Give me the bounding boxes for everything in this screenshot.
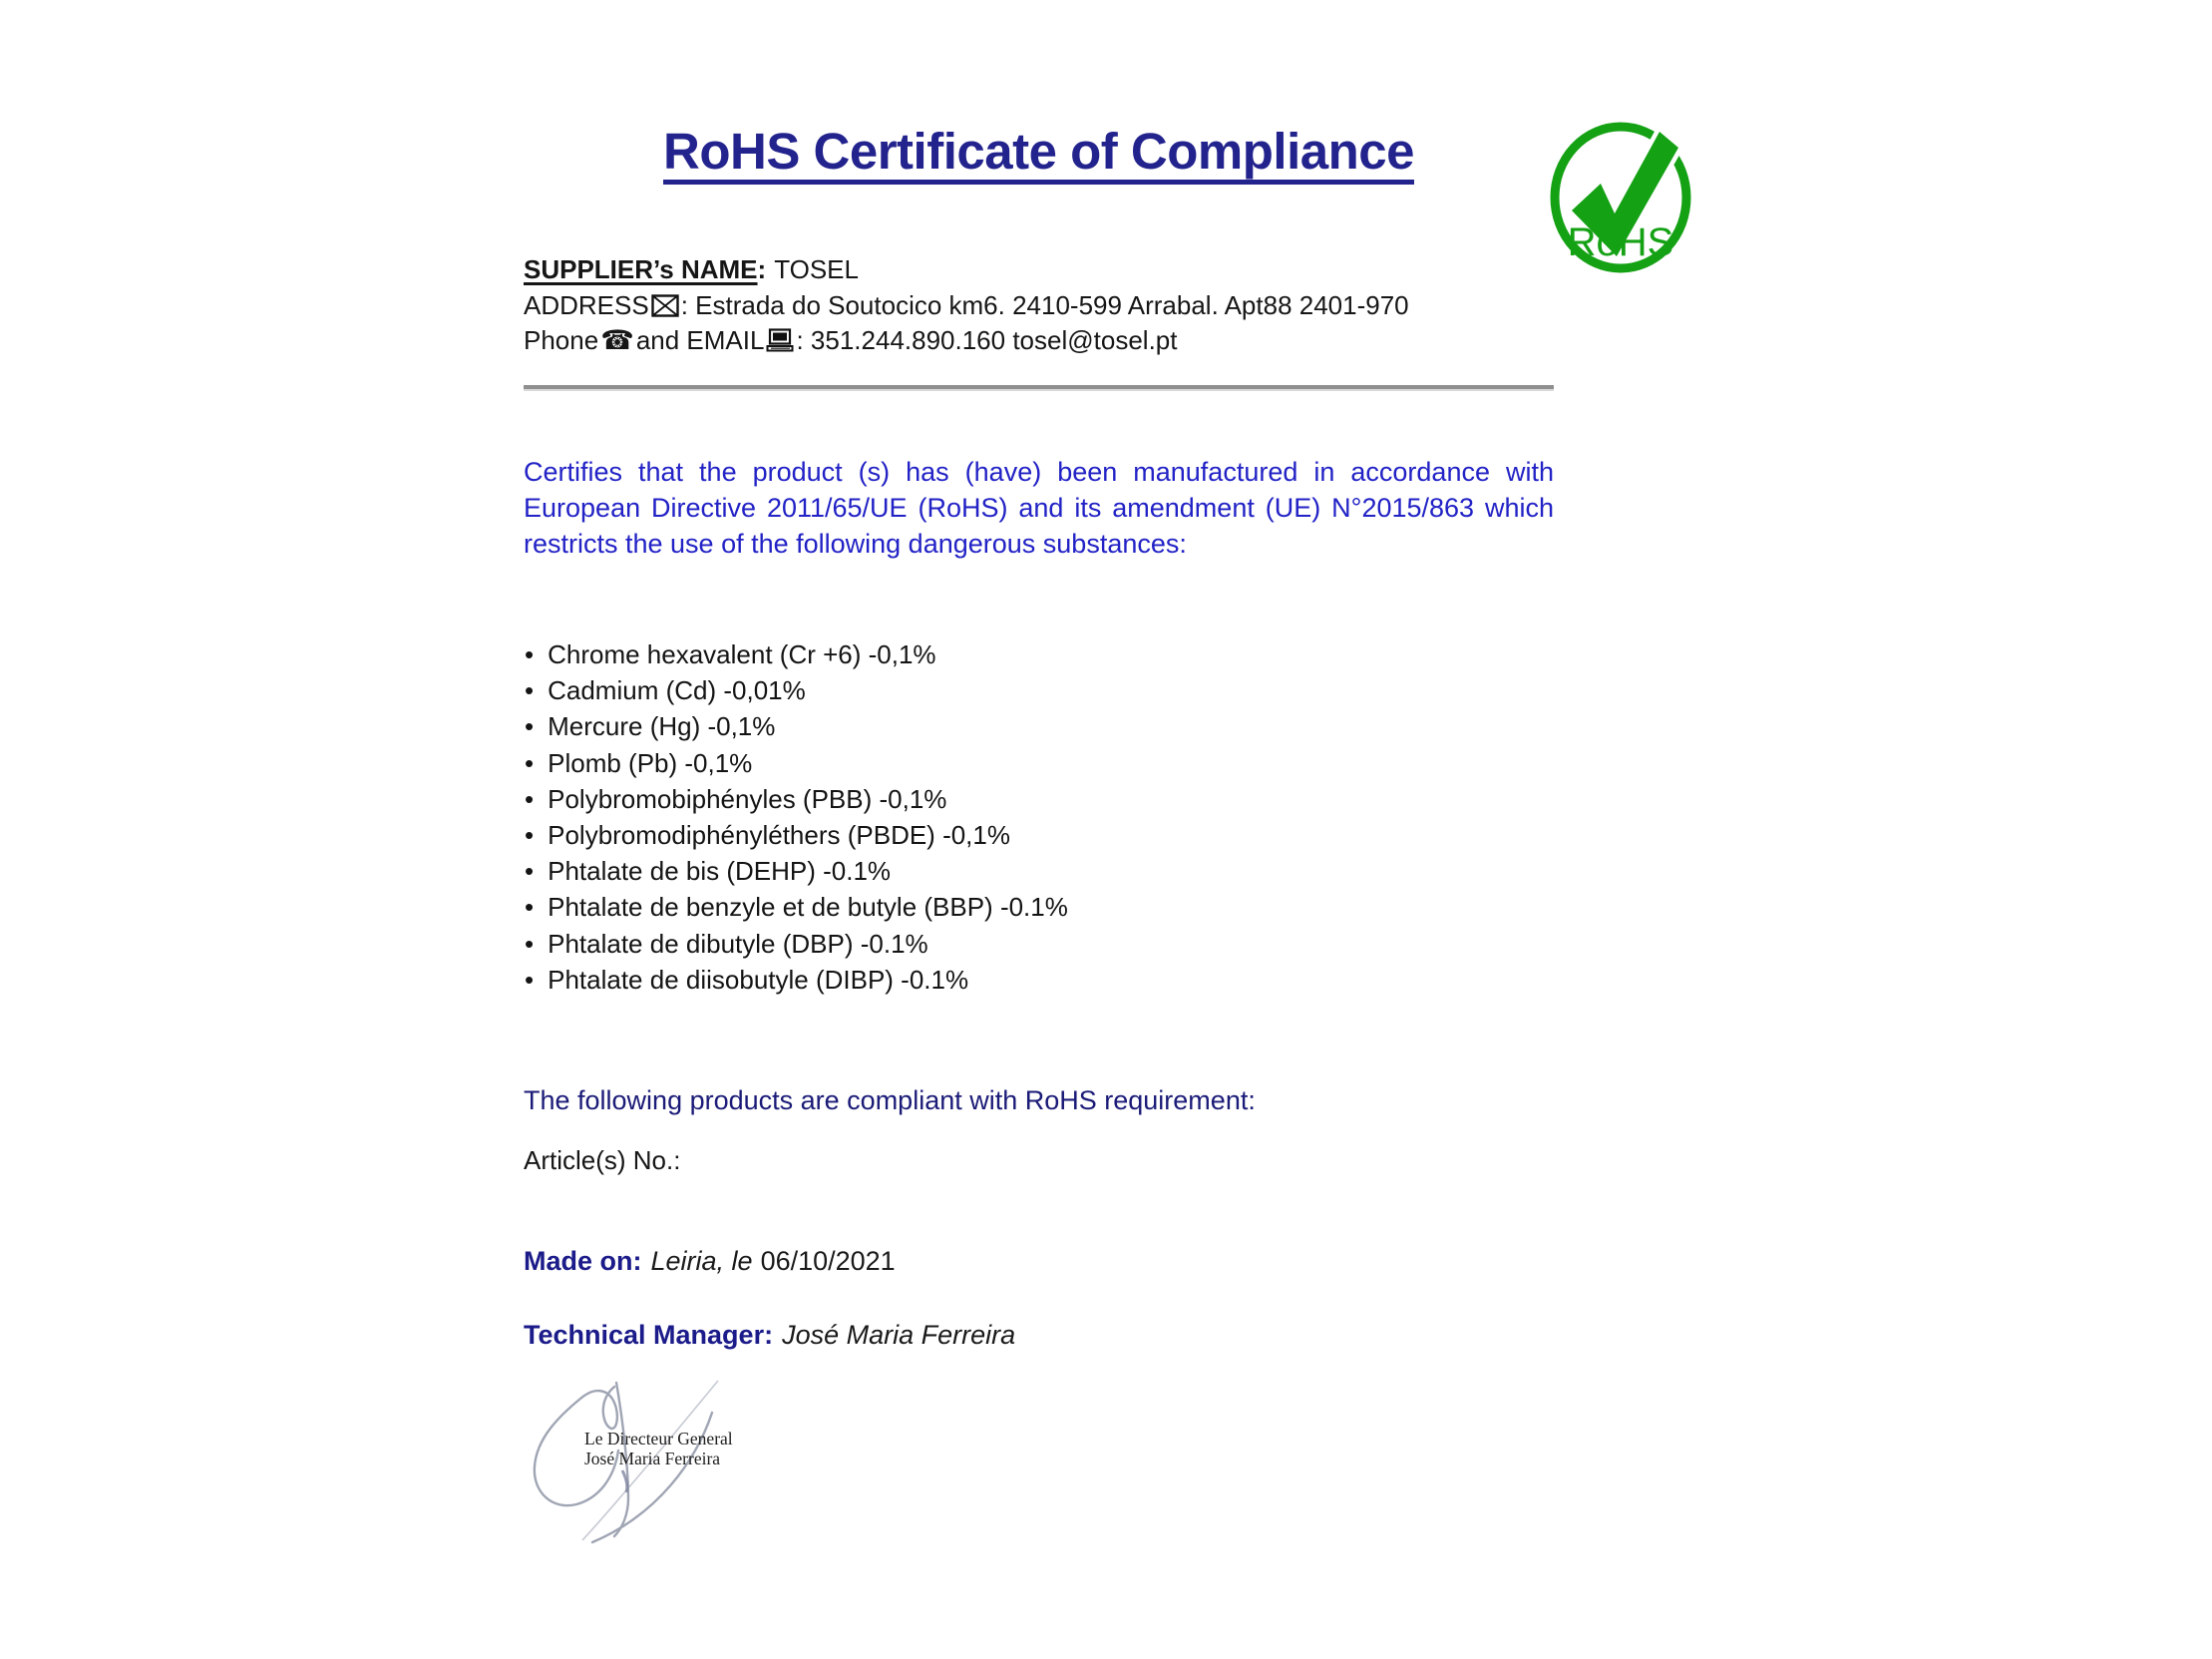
- telephone-icon: ☎: [600, 325, 634, 356]
- substance-item: • Phtalate de bis (DEHP) -0.1%: [525, 853, 1068, 889]
- technical-manager-line: [524, 1320, 1015, 1351]
- supplier-name-value: TOSEL: [774, 254, 859, 284]
- address-label: ADDRESS: [524, 289, 649, 320]
- signature-scribble: [527, 1375, 740, 1564]
- made-on-date: 06/10/2021: [760, 1246, 896, 1276]
- substance-item: • Plomb (Pb) -0,1%: [525, 745, 1068, 781]
- technical-manager-name: José Maria Ferreira: [782, 1320, 1016, 1350]
- certification-paragraph: Certifies that the product (s) has (have) been manufactured in accordance with European Directive 2011/65/UE (RoHS) and its amendment (UE) N°2015/863 which restricts the use of the following dangerous substances:: [524, 457, 1554, 559]
- substance-item: • Chrome hexavalent (Cr +6) -0,1%: [525, 636, 1068, 672]
- substance-item: • Phtalate de benzyle et de butyle (BBP) -0.1%: [525, 889, 1068, 925]
- technical-manager-label: Technical Manager:: [524, 1320, 774, 1350]
- page-title: RoHS Certificate of Compliance: [663, 123, 1414, 180]
- phone-label: Phone: [524, 325, 599, 355]
- substance-item: • Cadmium (Cd) -0,01%: [525, 672, 1068, 708]
- substances-list: [525, 636, 1068, 998]
- envelope-icon: [651, 294, 679, 317]
- supplier-phone-line: [524, 323, 1409, 359]
- and-email-label: and EMAIL: [635, 325, 765, 355]
- signature-name: José Maria Ferreira: [584, 1449, 721, 1468]
- substance-item: • Mercure (Hg) -0,1%: [525, 708, 1068, 744]
- supplier-block: [524, 252, 1409, 359]
- supplier-address-line: [524, 288, 1409, 324]
- address-value: : Estrada do Soutocico km6. 2410-599 Arrabal. Apt88 2401-970: [680, 289, 1409, 320]
- supplier-name-colon: :: [757, 254, 767, 284]
- contact-value: : 351.244.890.160 tosel@tosel.pt: [796, 325, 1178, 355]
- substance-item: • Phtalate de diisobutyle (DIBP) -0.1%: [525, 962, 1068, 998]
- title-wrap: [524, 122, 1554, 181]
- made-on-label: Made on:: [524, 1246, 642, 1276]
- articles-label: Article(s) No.:: [524, 1145, 681, 1175]
- substance-item: • Phtalate de dibutyle (DBP) -0.1%: [525, 926, 1068, 962]
- supplier-name-label: SUPPLIER’s NAME: [524, 254, 758, 284]
- computer-icon: [766, 328, 794, 352]
- made-on-line: [524, 1246, 896, 1277]
- substance-item: • Polybromodiphényléthers (PBDE) -0,1%: [525, 817, 1068, 853]
- divider-rule: [524, 385, 1554, 391]
- compliance-statement: The following products are compliant with RoHS requirement:: [524, 1085, 1256, 1115]
- supplier-name-line: [524, 252, 1409, 288]
- logo-text: RoHS: [1567, 220, 1674, 264]
- signature-caption: [584, 1429, 733, 1468]
- made-on-place: Leiria, le: [650, 1246, 753, 1276]
- substance-item: • Polybromobiphényles (PBB) -0,1%: [525, 781, 1068, 817]
- signature-title: Le Directeur General: [584, 1429, 733, 1449]
- rohs-logo: [1548, 115, 1697, 274]
